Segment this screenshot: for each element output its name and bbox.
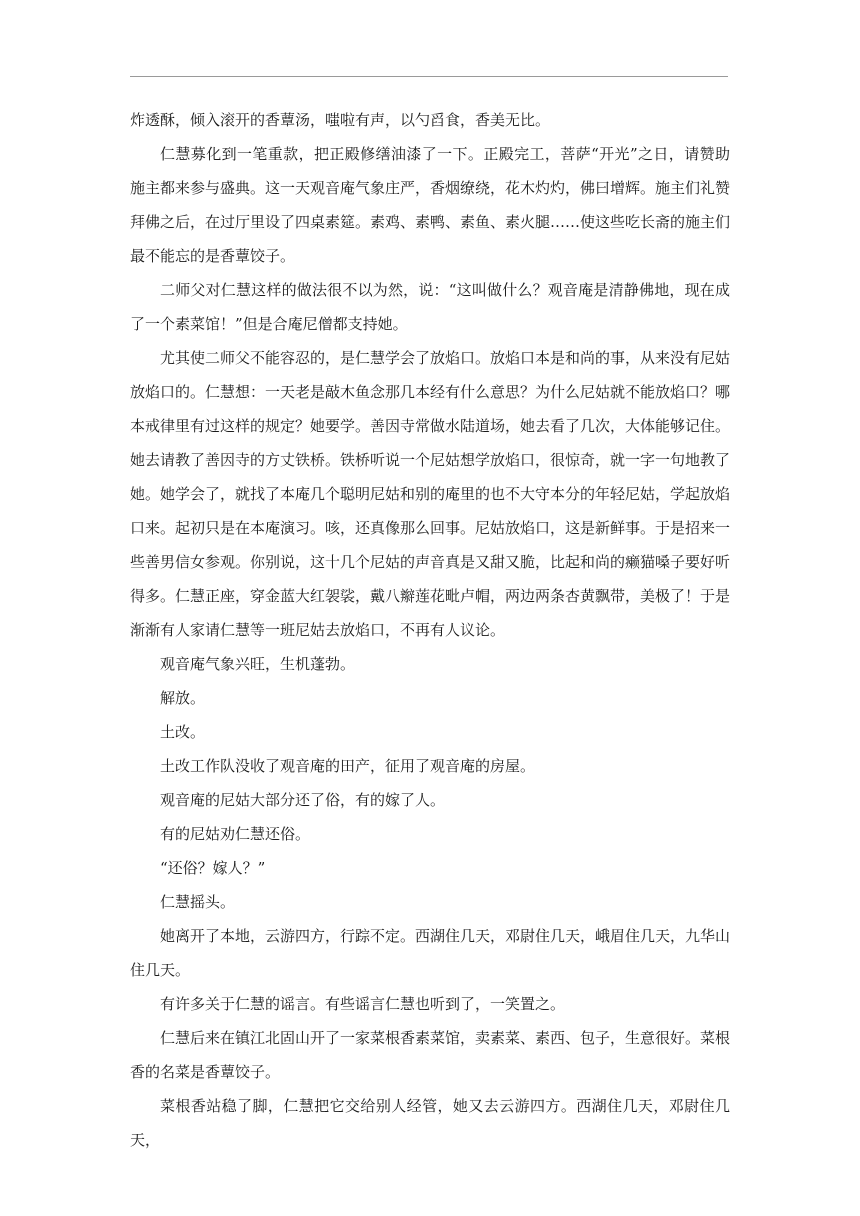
paragraph: 她离开了本地，云游四方，行踪不定。西湖住几天，邓尉住几天，峨眉住几天，九华山住几天。	[130, 927, 731, 979]
header-rule	[130, 76, 728, 77]
paragraph: 尤其使二师父不能容忍的，是仁慧学会了放焰口。放焰口本是和尚的事，从来没有尼姑放焰口的。仁慧想：一天老是敲木鱼念那几本经有什么意思？为什么尼姑就不能放焰口？哪本戒律里有过这样的规定？她要学。善因寺常做水陆道场，她去看了几次，大体能够记住。她去请教了善因寺的方丈铁桥。铁桥听说一个尼姑想学放焰口，很惊奇，就一字一句地教了她。她学会了，就找了本庵几个聪明尼姑和别的庵里的也不大守本分的年轻尼姑，学起放焰口来。起初只是在本庵演习。咳，还真像那么回事。尼姑放焰口，这是新鲜事。于是招来一些善男信女参观。你别说，这十几个尼姑的声音真是又甜又脆，比起和尚的癞猫嗓子要好听得多。仁慧正座，穿金蓝大红袈裟，戴八辮莲花毗卢帽，两边两条杏黄飘带，美极了！于是渐渐有人家请仁慧等一班尼姑去放焰口，不再有人议论。	[130, 349, 731, 639]
paragraph: “还俗？嫁人？”	[160, 859, 266, 877]
paragraph: 菜根香站稳了脚，仁慧把它交给别人经管，她又去云游四方。西湖住几天，邓尉住几天，	[130, 1097, 730, 1149]
paragraph: 二师父对仁慧这样的做法很不以为然，说：“这叫做什么？观音庵是清静佛地，现在成了一个素菜馆！”但是合庵尼僧都支持她。	[130, 281, 730, 333]
paragraph: 仁慧募化到一笔重款，把正殿修缮油漆了一下。正殿完工，菩萨“开光”之日，请赞助施主都来参与盛典。这一天观音庵气象庄严，香烟缭绕，花木灼灼，佛曰增辉。施主们礼赞拜佛之后，在过厅里设了四桌素筵。素鸡、素鸭、素鱼、素火腿……使这些吃长斋的施主们最不能忘的是香蕈饺子。	[130, 145, 731, 265]
paragraph: 土改工作队没收了观音庵的田产，征用了观音庵的房屋。	[160, 757, 536, 775]
paragraph: 有许多关于仁慧的谣言。有些谣言仁慧也听到了，一笑置之。	[160, 995, 566, 1013]
paragraph: 仁慧摇头。	[160, 893, 236, 911]
paragraph: 有的尼姑劝仁慧还俗。	[160, 825, 311, 843]
paragraph: 解放。	[160, 689, 206, 707]
paragraph: 观音庵的尼姑大部分还了俗，有的嫁了人。	[160, 791, 446, 809]
body-text	[130, 103, 730, 1157]
paragraph: 观音庵气象兴旺，生机蓬勃。	[160, 655, 356, 673]
paragraph: 土改。	[160, 723, 206, 741]
paragraph: 仁慧后来在镇江北固山开了一家菜根香素菜馆，卖素菜、素西、包子，生意很好。菜根香的名菜是香蕈饺子。	[130, 1029, 731, 1081]
paragraph: 炸透酥，倾入滚开的香蕈汤，嗤啦有声，以勺舀食，香美无比。	[130, 111, 551, 129]
